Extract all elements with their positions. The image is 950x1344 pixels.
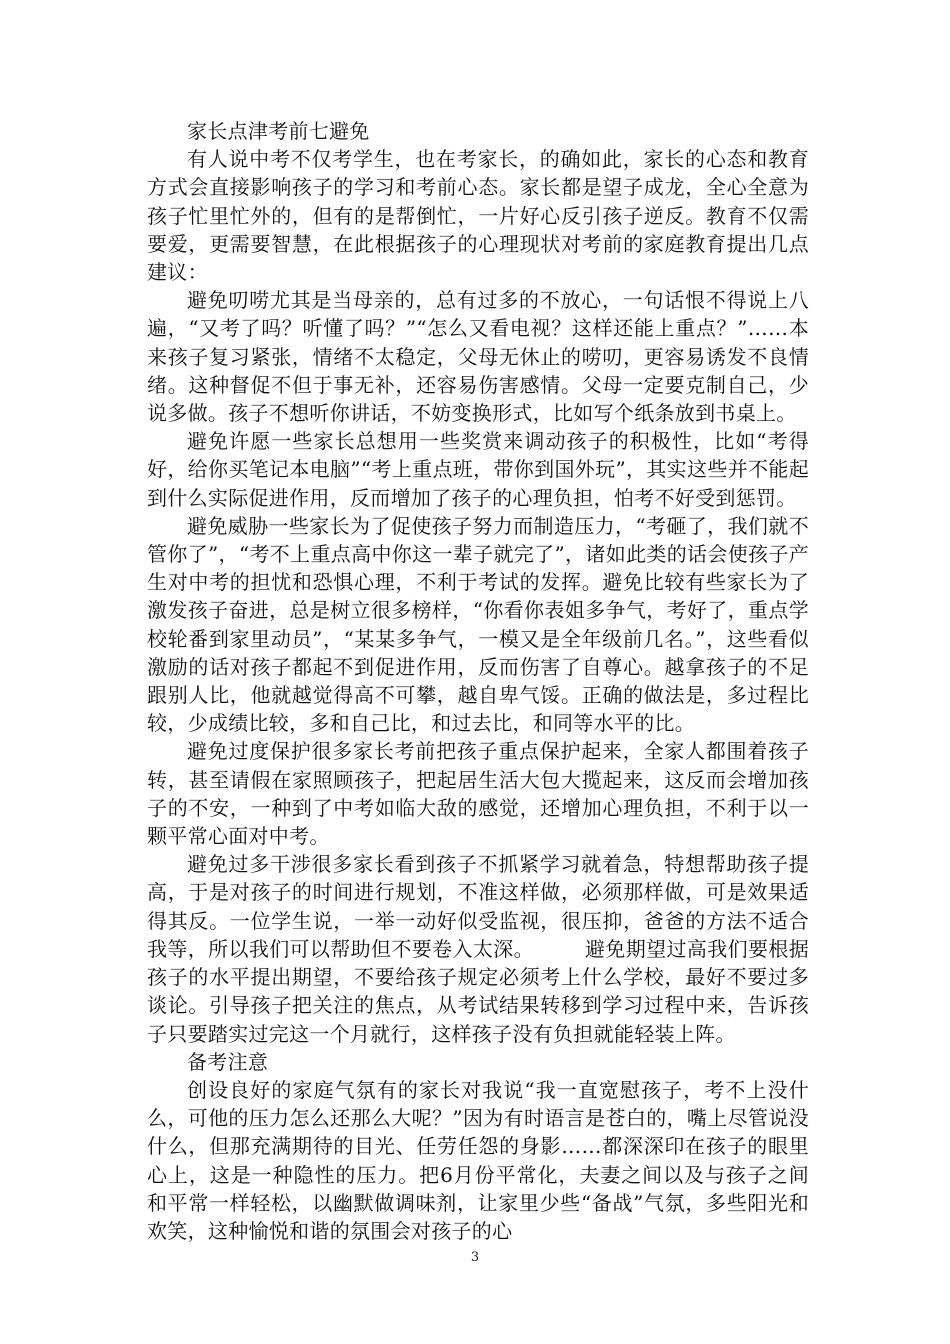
paragraph-avoid-nagging: 避免叨唠尤其是当母亲的，总有过多的不放心，一句话恨不得说上八遍，“又考了吗？听懂了吗？”“怎么又看电视？这样还能上重点？”……本来孩子复习紧张，情绪不太稳定，父母无休止的唠叨，更容易诱发不良情绪。这种督促不但于事无补，还容易伤害感情。父母一定要克制自己，少说多做。孩子不想听你讲话，不妨变换形式，比如写个纸条放到书桌上。 <box>147 288 809 426</box>
paragraph-avoid-overprotection: 避免过度保护很多家长考前把孩子重点保护起来，全家人都围着孩子转，甚至请假在家照顾孩子，把起居生活大包大揽起来，这反而会增加孩子的不安，一种到了中考如临大敌的感觉，还增加心理负担，不利于以一颗平常心面对中考。 <box>147 739 809 849</box>
paragraph-avoid-threats-and-comparison: 避免威胁一些家长为了促使孩子努力而制造压力，“考砸了，我们就不管你了”，“考不上重点高中你这一辈子就完了”，诸如此类的话会使孩子产生对中考的担忧和恐惧心理，不利于考试的发挥。避免比较有些家长为了激发孩子奋进，总是树立很多榜样，“你看你表姐多争气，考好了，重点学校轮番到家里动员”，“某某多争气，一模又是全年级前几名。”，这些看似激励的话对孩子都起不到促进作用，反而伤害了自尊心。越拿孩子的不足跟别人比，他就越觉得高不可攀，越自卑气馁。正确的做法是，多过程比较，少成绩比较，多和自己比，和过去比，和同等水平的比。 <box>147 513 809 736</box>
page-number: 3 <box>470 1250 480 1265</box>
paragraph-avoid-interference-and-high-expectations: 避免过多干涉很多家长看到孩子不抓紧学习就着急，特想帮助孩子提高，于是对孩子的时间进行规划，不准这样做，必须那样做，可是效果适得其反。一位学生说，一举一动好似受监视，很压抑，爸爸的方法不适合我等，所以我们可以帮助但不要卷入太深。 避免期望过高我们要根据孩子的水平提出期望，不要给孩子规定必须考上什么学校，最好不要过多谈论。引导孩子把关注的焦点，从考试结果转移到学习过程中来，告诉孩子只要踏实过完这一个月就行，这样孩子没有负担就能轻装上阵。 <box>147 852 809 1046</box>
section-subheading: 备考注意 <box>187 1049 269 1074</box>
paragraph-intro: 有人说中考不仅考学生，也在考家长，的确如此，家长的心态和教育方式会直接影响孩子的学习和考前心态。家长都是望子成龙，全心全意为孩子忙里忙外的，但有的是帮倒忙，一片好心反引孩子逆反。教育不仅需要爱，更需要智慧，在此根据孩子的心理现状对考前的家庭教育提出几点建议： <box>147 147 809 285</box>
document-body <box>147 117 809 1245</box>
paragraph-family-atmosphere: 创设良好的家庭气氛有的家长对我说“我一直宽慰孩子，考不上没什么，可他的压力怎么还那么大呢？”因为有时语言是苍白的，嘴上尽管说没什么，但那充满期待的目光、任劳任怨的身影……都深深印在孩子的眼里心上，这是一种隐性的压力。把6月份平常化，夫妻之间以及与孩子之间和平常一样轻松，以幽默做调味剂，让家里少些“备战”气氛，多些阳光和欢笑，这种愉悦和谐的氛围会对孩子的心 <box>147 1077 809 1243</box>
document-title: 家长点津考前七避免 <box>187 119 370 143</box>
paragraph-avoid-promises: 避免许愿一些家长总想用一些奖赏来调动孩子的积极性，比如“考得好，给你买笔记本电脑”“考上重点班，带你到国外玩”，其实这些并不能起到什么实际促进作用，反而增加了孩子的心理负担，怕考不好受到惩罚。 <box>147 429 809 510</box>
